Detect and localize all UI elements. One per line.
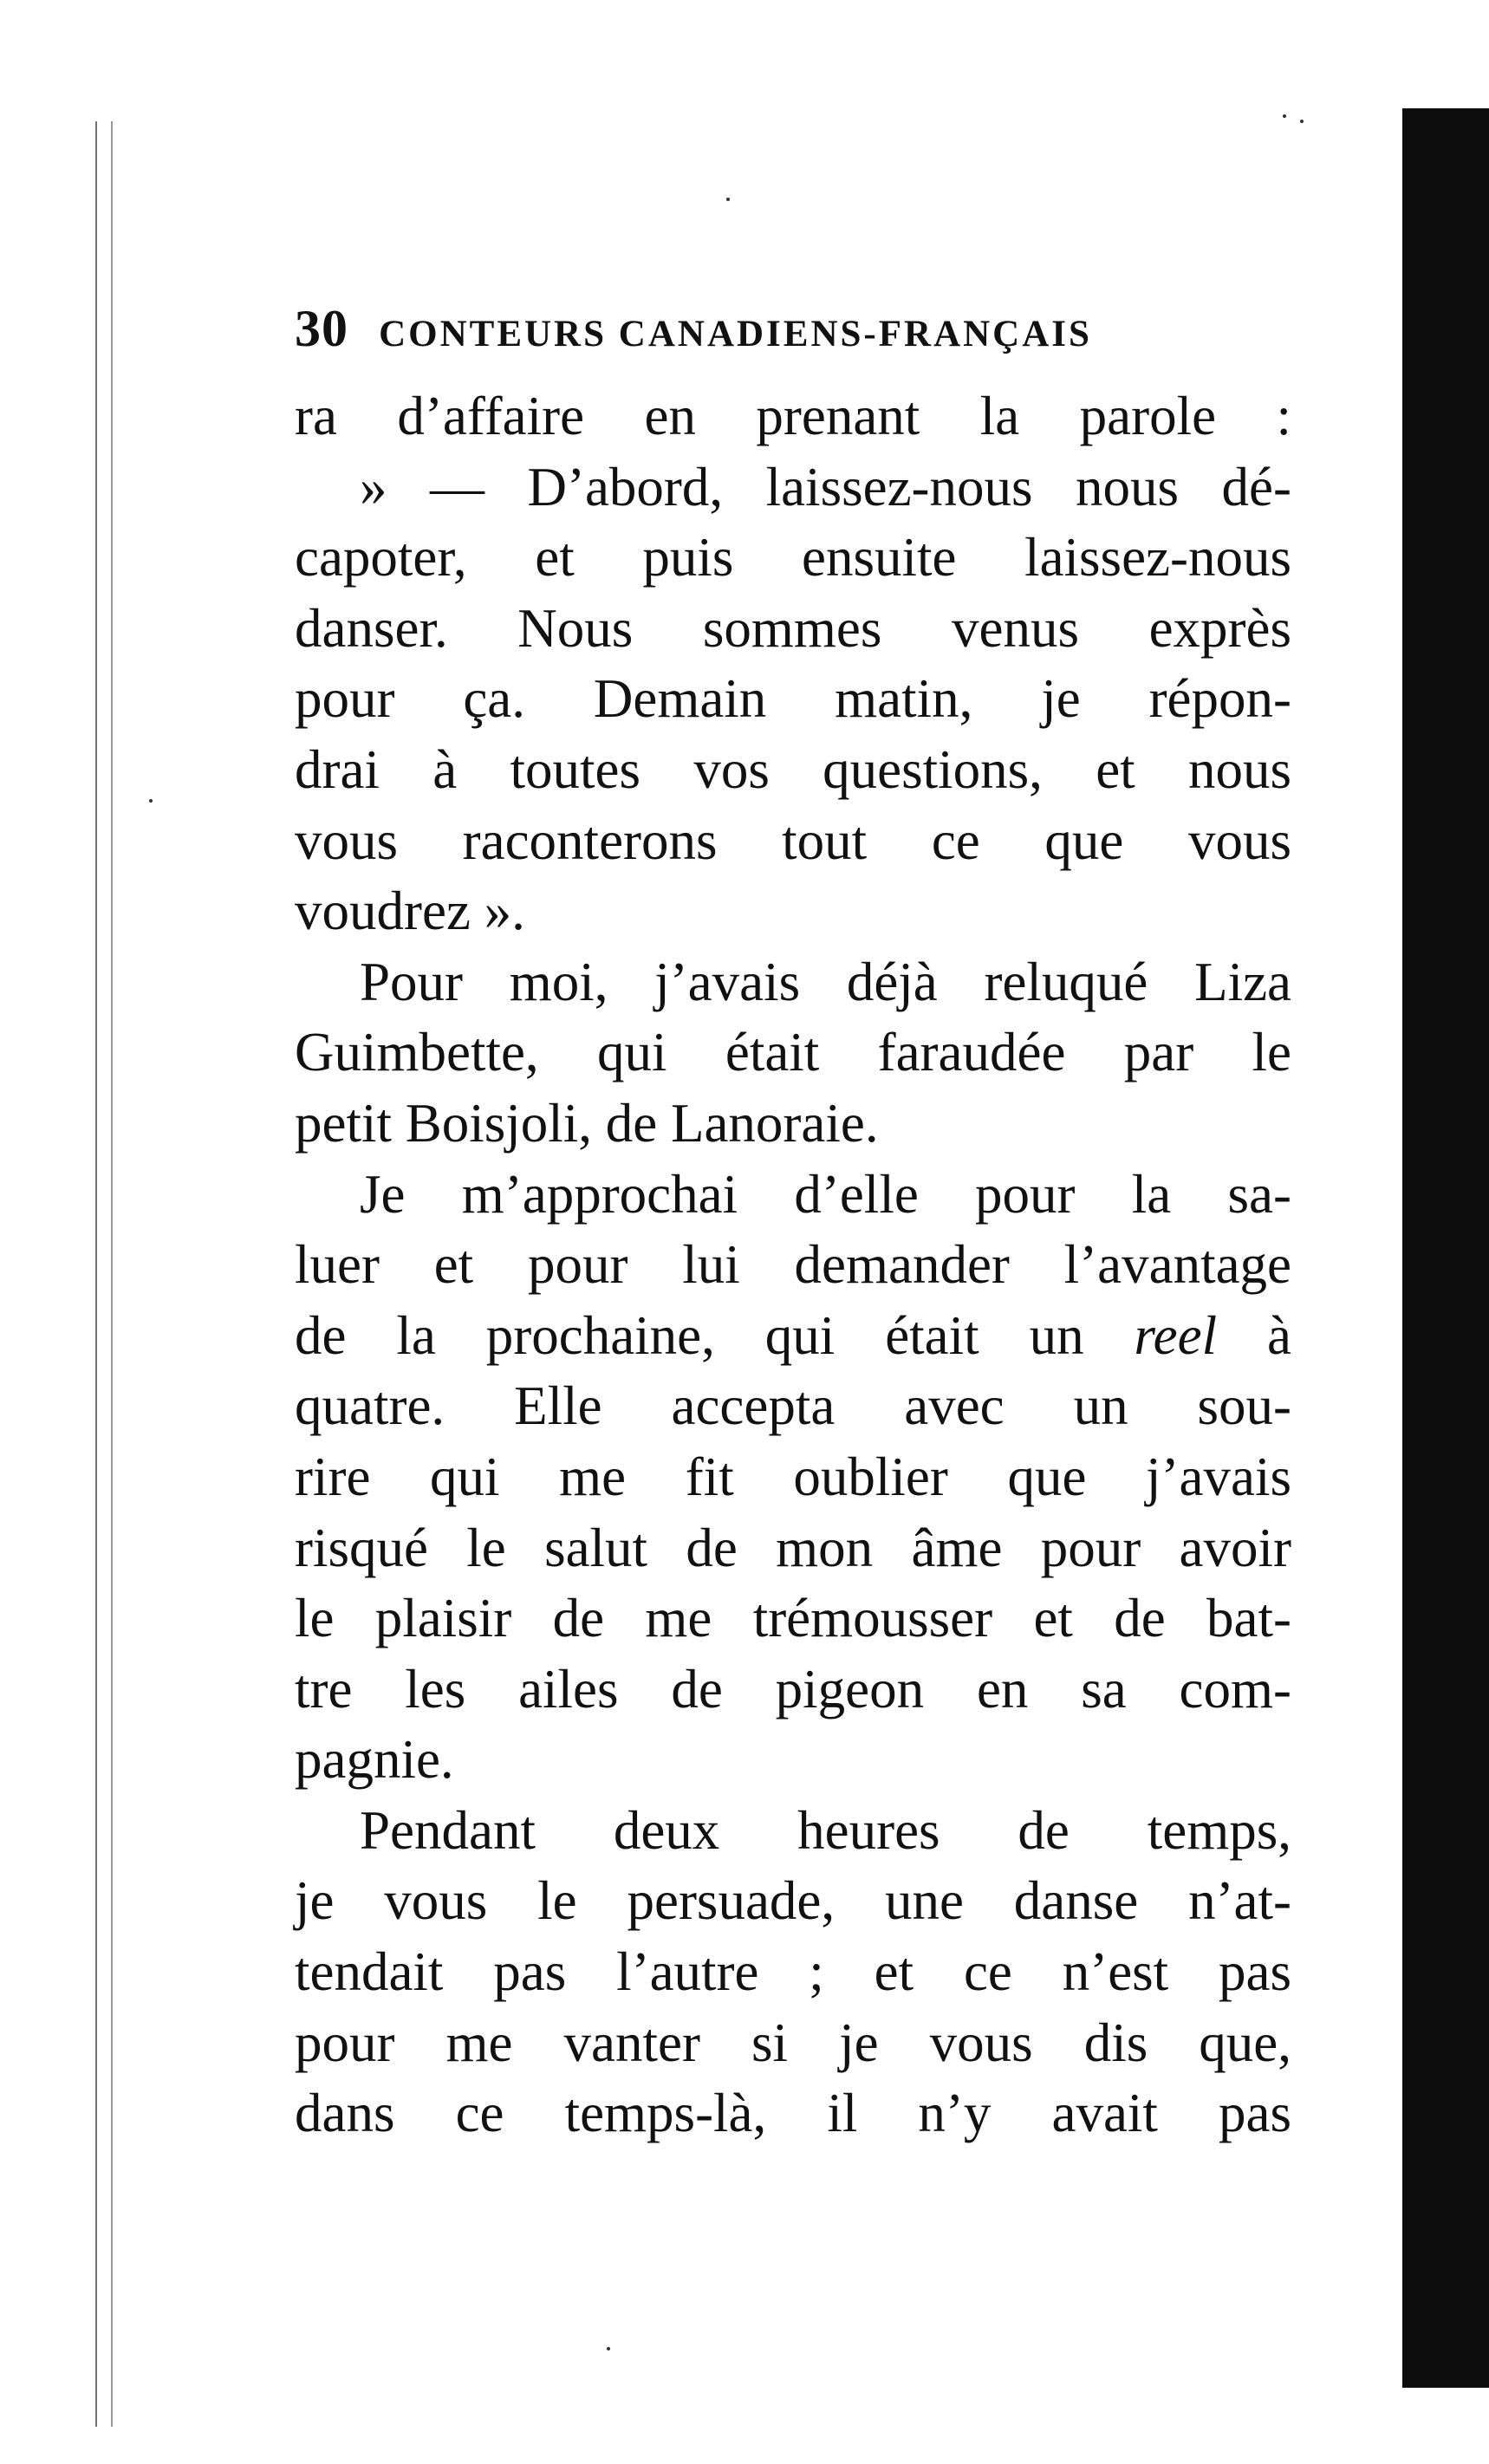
scan-speck bbox=[607, 2347, 610, 2350]
scan-gutter-line bbox=[111, 121, 113, 2427]
running-title: CONTEURS CANADIENS-FRANÇAIS bbox=[379, 314, 1092, 354]
text-line: vous raconterons tout ce que vous bbox=[295, 809, 1291, 871]
text-line: dans ce temps-là, il n’y avait pas bbox=[295, 2083, 1291, 2144]
text-line: pour ça. Demain matin, je répon- bbox=[295, 668, 1291, 730]
binding-shadow-bar bbox=[1402, 108, 1489, 2388]
text-line: tre les ailes de pigeon en sa com- bbox=[295, 1658, 1291, 1720]
text-line: tendait pas l’autre ; et ce n’est pas bbox=[295, 1941, 1291, 2003]
text-line: pagnie. bbox=[295, 1729, 454, 1791]
text-line: voudrez ». bbox=[295, 881, 525, 942]
text-line: le plaisir de me trémousser et de bat- bbox=[295, 1588, 1291, 1649]
italic-word: reel bbox=[1134, 1304, 1218, 1366]
text-line: » — D’abord, laissez-nous nous dé- bbox=[360, 456, 1291, 517]
scan-speck bbox=[1300, 120, 1304, 123]
scan-speck bbox=[726, 198, 730, 201]
body-text bbox=[295, 381, 1291, 2149]
text-line: pour me vanter si je vous dis que, bbox=[295, 2012, 1291, 2073]
text-line: je vous le persuade, une danse n’at- bbox=[295, 1870, 1291, 1932]
text-segment: à bbox=[1217, 1304, 1291, 1366]
text-line: capoter, et puis ensuite laissez-nous bbox=[295, 527, 1291, 588]
scan-speck bbox=[149, 799, 153, 803]
text-line: Pendant deux heures de temps, bbox=[360, 1799, 1291, 1861]
text-line: danser. Nous sommes venus exprès bbox=[295, 597, 1291, 659]
text-line: Pour moi, j’avais déjà reluqué Liza bbox=[360, 951, 1291, 1012]
text-line: quatre. Elle accepta avec un sou- bbox=[295, 1375, 1291, 1437]
text-line: rire qui me fit oublier que j’avais bbox=[295, 1446, 1291, 1507]
scan-speck bbox=[1283, 114, 1286, 118]
text-segment: de la prochaine, qui était un bbox=[295, 1304, 1084, 1366]
text-line: risqué le salut de mon âme pour avoir bbox=[295, 1517, 1291, 1578]
text-line: luer et pour lui demander l’avantage bbox=[295, 1234, 1291, 1296]
text-line: drai à toutes vos questions, et nous bbox=[295, 738, 1291, 800]
text-line: petit Boisjoli, de Lanoraie. bbox=[295, 1092, 879, 1154]
text-line: Je m’approchai d’elle pour la sa- bbox=[360, 1163, 1291, 1225]
scan-gutter-line bbox=[95, 121, 97, 2427]
text-line: Guimbette, qui était faraudée par le bbox=[295, 1022, 1291, 1083]
running-head bbox=[295, 299, 1291, 360]
text-line-with-italic bbox=[295, 1301, 1291, 1372]
text-line: ra d’affaire en prenant la parole : bbox=[295, 386, 1291, 446]
page-number: 30 bbox=[295, 300, 348, 357]
